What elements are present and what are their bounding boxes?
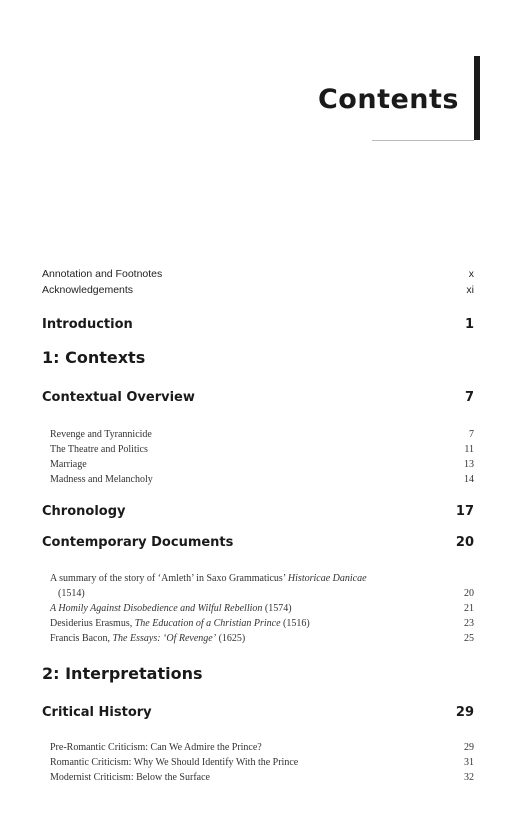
toc-entry-page: 1: [464, 317, 474, 332]
toc-subentry-text: (1516): [280, 618, 310, 629]
toc-entry-page: xi: [466, 284, 474, 296]
toc-subentry[interactable]: [50, 757, 474, 768]
toc-subentry-page: 21: [464, 603, 474, 614]
toc-subentry-label: Madness and Melancholy: [50, 474, 153, 485]
toc-subentry[interactable]: [50, 772, 474, 783]
title-rule: [372, 140, 474, 141]
toc-subentry-italic: A Homily Against Disobedience and Wilful Rebellion: [50, 603, 263, 614]
toc-subentry-label: Romantic Criticism: Why We Should Identify With the Prince: [50, 757, 299, 768]
toc-subentry-page: 23: [464, 618, 474, 629]
toc-subentry[interactable]: [50, 474, 474, 485]
toc-entry-page: 7: [464, 390, 474, 405]
toc-subentry-italic: The Essays: ‘Of Revenge’: [112, 633, 217, 644]
toc-subentry-page: 29: [464, 742, 474, 753]
toc-entry-acknowledgements[interactable]: [42, 284, 474, 296]
toc-entry-label: Critical History: [42, 705, 152, 720]
part-heading-interpretations: [42, 664, 474, 683]
toc-subentry-amleth[interactable]: [50, 573, 367, 584]
toc-subentry-label: Modernist Criticism: Below the Surface: [50, 772, 210, 783]
toc-entry-chronology[interactable]: [42, 504, 474, 519]
toc-entry-label: Introduction: [42, 317, 133, 332]
toc-subentry-amleth-cont[interactable]: [58, 588, 474, 599]
toc-subentry[interactable]: [50, 444, 474, 455]
toc-subentry-bacon[interactable]: [50, 633, 474, 644]
toc-subentry-italic: The Education of a Christian Prince: [134, 618, 281, 629]
toc-subentry-italic: Historicae Danicae: [287, 573, 367, 584]
page-title: Contents: [317, 84, 459, 115]
toc-subentry-text: (1625): [216, 633, 246, 644]
toc-entry-label: Contemporary Documents: [42, 535, 234, 550]
toc-subentry-page: 31: [464, 757, 474, 768]
toc-entry-label: Acknowledgements: [42, 284, 134, 296]
toc-entry-annotation[interactable]: [42, 268, 474, 280]
part-label: 1: Contexts: [42, 348, 146, 367]
toc-subentry-label: Marriage: [50, 459, 87, 470]
toc-entry-contemporary-documents[interactable]: [42, 535, 474, 550]
toc-entry-page: 20: [455, 535, 474, 550]
toc-subentry-text: A summary of the story of ‘Amleth’ in Saxo Grammaticus’: [50, 573, 288, 584]
toc-subentry-page: 20: [464, 588, 474, 599]
toc-subentry-label: Pre-Romantic Criticism: Can We Admire the Prince?: [50, 742, 262, 753]
toc-entry-contextual-overview[interactable]: [42, 390, 474, 405]
toc-entry-page: x: [468, 268, 474, 280]
toc-subentry-text: (1514): [58, 588, 85, 599]
toc-subentry-page: 11: [464, 444, 474, 455]
toc-entry-introduction[interactable]: [42, 317, 474, 332]
toc-subentry-erasmus[interactable]: [50, 618, 474, 629]
part-heading-contexts: [42, 348, 474, 367]
toc-subentry[interactable]: [50, 459, 474, 470]
toc-entry-critical-history[interactable]: [42, 705, 474, 720]
toc-subentry-page: 7: [469, 429, 474, 440]
toc-subentry-page: 14: [464, 474, 474, 485]
toc-subentry[interactable]: [50, 742, 474, 753]
part-label: 2: Interpretations: [42, 664, 203, 683]
toc-subentry-label: Revenge and Tyrannicide: [50, 429, 152, 440]
toc-subentry-page: 32: [464, 772, 474, 783]
toc-subentry[interactable]: [50, 429, 474, 440]
toc-subentry-text: (1574): [262, 603, 292, 614]
toc-subentry-page: 25: [464, 633, 474, 644]
toc-subentry-text: Francis Bacon,: [50, 633, 113, 644]
toc-entry-page: 29: [455, 705, 474, 720]
title-bar-decoration: [474, 56, 480, 140]
toc-entry-label: Contextual Overview: [42, 390, 195, 405]
toc-subentry-homily[interactable]: [50, 603, 474, 614]
toc-subentry-text: Desiderius Erasmus,: [50, 618, 135, 629]
toc-entry-label: Chronology: [42, 504, 126, 519]
toc-subentry-page: 13: [464, 459, 474, 470]
toc-entry-label: Annotation and Footnotes: [42, 268, 163, 280]
toc-entry-page: 17: [455, 504, 474, 519]
toc-subentry-label: The Theatre and Politics: [50, 444, 148, 455]
